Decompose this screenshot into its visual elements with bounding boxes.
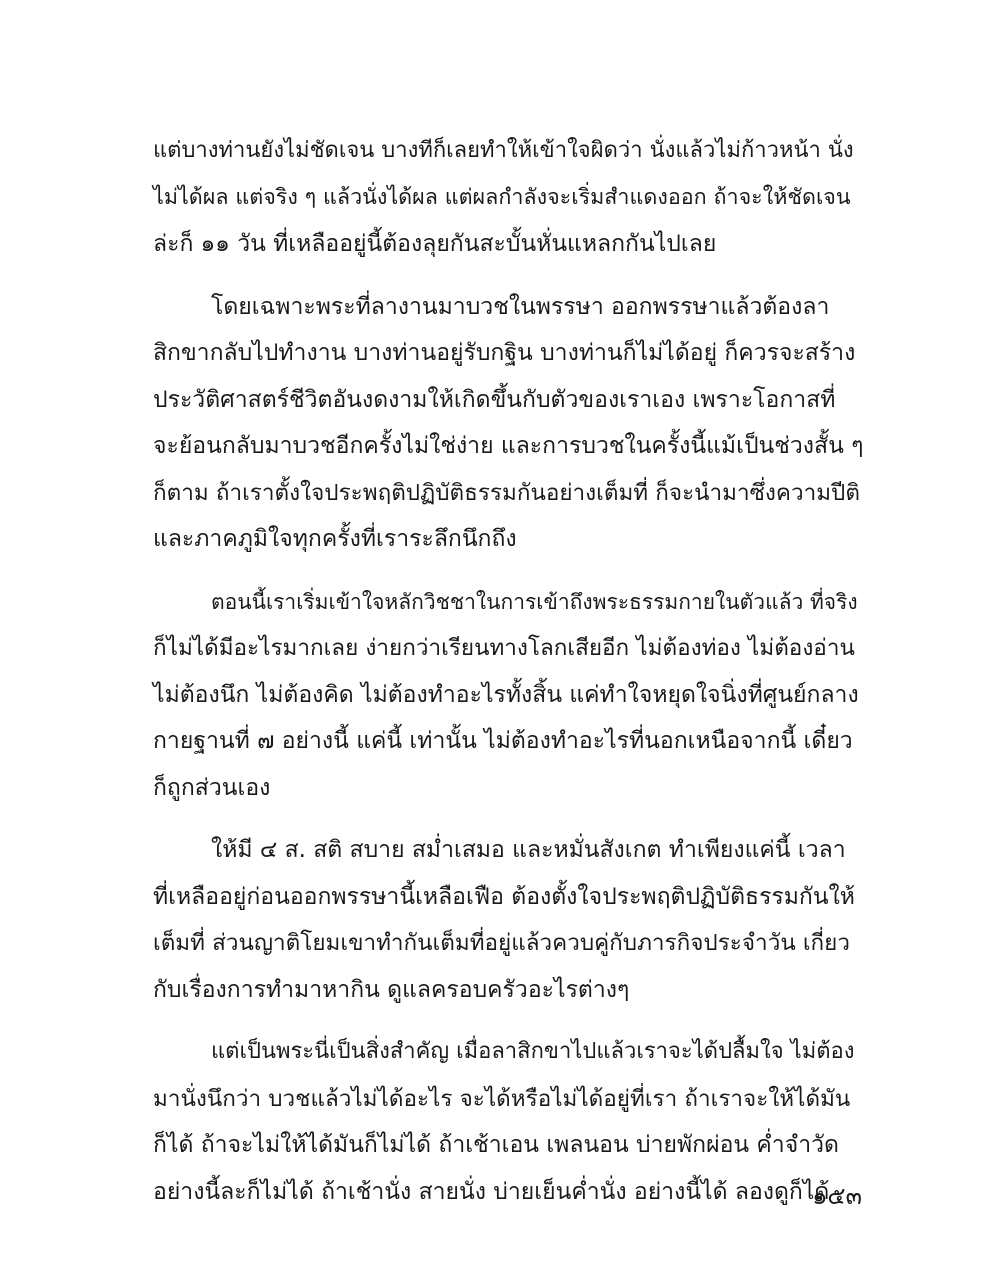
page-body: [153, 128, 863, 1215]
text-line: ที่เหลืออยู่ก่อนออกพรรษานี้เหลือเฟือ ต้องตั้งใจประพฤติปฏิบัติธรรมกันให้: [153, 883, 855, 910]
text-line: สิกขากลับไปทำงาน บางท่านอยู่รับกฐิน บางท่านก็ไม่ได้อยู่ ก็ควรจะสร้าง: [153, 340, 856, 366]
text-line: ไม่ได้ผล แต่จริง ๆ แล้วนั่งได้ผล แต่ผลกำลังจะเริ่มสำแดงออก ถ้าจะให้ชัดเจน: [153, 184, 851, 210]
paragraph-3: [153, 579, 863, 812]
text-line: ให้มี ๔ ส. สติ สบาย สม่ำเสมอ และหมั่นสังเกต ทำเพียงแค่นี้ เวลา: [211, 837, 846, 863]
text-line: โดยเฉพาะพระที่ลางานมาบวชในพรรษา ออกพรรษาแล้วต้องลา: [211, 293, 830, 320]
text-line: และภาคภูมิใจทุกครั้งที่เราระลึกนึกถึง: [153, 526, 517, 552]
text-line: ก็ไม่ได้มีอะไรมากเลย ง่ายกว่าเรียนทางโลกเสียอีก ไม่ต้องท่อง ไม่ต้องอ่าน: [153, 635, 855, 661]
page-number: ๑๕๓: [812, 1182, 862, 1210]
text-line: ล่ะก็ ๑๑ วัน ที่เหลืออยู่นี้ต้องลุยกันสะบั้นหั่นแหลกกันไปเลย: [153, 231, 717, 257]
paragraph-spacer: [153, 1013, 863, 1029]
text-line: เต็มที่ ส่วนญาติโยมเขาทำกันเต็มที่อยู่แล้วควบคู่กับภารกิจประจำวัน เกี่ยว: [153, 930, 850, 956]
text-line: ไม่ต้องนึก ไม่ต้องคิด ไม่ต้องทำอะไรทั้งสิ้น แค่ทำใจหยุดใจนิ่งที่ศูนย์กลาง: [153, 681, 859, 708]
text-line: ก็ถูกส่วนเอง: [153, 774, 271, 801]
text-line: ประวัติศาสตร์ชีวิตอันงดงามให้เกิดขึ้นกับตัวของเราเอง เพราะโอกาสที่: [153, 386, 836, 413]
text-line: แต่เป็นพระนี่เป็นสิ่งสำคัญ เมื่อลาสิกขาไปแล้วเราจะได้ปลื้มใจ ไม่ต้อง: [211, 1039, 855, 1064]
text-line: อย่างนี้ละก็ไม่ได้ ถ้าเช้านั่ง สายนั่ง บ่ายเย็นค่ำนั่ง อย่างนี้ได้ ลองดูก็ได้: [153, 1178, 830, 1205]
paragraph-spacer: [153, 268, 863, 284]
text-line: มานั่งนึกว่า บวชแล้วไม่ได้อะไร จะได้หรือไม่ได้อยู่ที่เรา ถ้าเราจะให้ได้มัน: [153, 1085, 851, 1112]
text-line: ก็ตาม ถ้าเราตั้งใจประพฤติปฏิบัติธรรมกันอย่างเต็มที่ ก็จะนำมาซึ่งความปีติ: [153, 479, 860, 506]
paragraph-5: [153, 1029, 863, 1215]
text-line: กายฐานที่ ๗ อย่างนี้ แค่นี้ เท่านั้น ไม่ต้องทำอะไรที่นอกเหนือจากนี้ เดี๋ยว: [153, 728, 853, 754]
paragraph-4: [153, 827, 863, 1013]
text-line: แต่บางท่านยังไม่ชัดเจน บางทีก็เลยทำให้เข้าใจผิดว่า นั่งแล้วไม่ก้าวหน้า นั่ง: [153, 138, 854, 163]
text-line: กับเรื่องการทำมาหากิน ดูแลครอบครัวอะไรต่างๆ: [153, 976, 630, 1003]
paragraph-2: [153, 284, 863, 563]
paragraph-spacer: [153, 811, 863, 827]
paragraph-spacer: [153, 563, 863, 579]
paragraph-1: [153, 128, 863, 268]
text-line: จะย้อนกลับมาบวชอีกครั้งไม่ใช่ง่าย และการบวชในครั้งนี้แม้เป็นช่วงสั้น ๆ: [153, 433, 864, 459]
text-line: ก็ได้ ถ้าจะไม่ให้ได้มันก็ไม่ได้ ถ้าเช้าเอน เพลนอน บ่ายพักผ่อน ค่ำจำวัด: [153, 1132, 839, 1158]
text-line: ตอนนี้เราเริ่มเข้าใจหลักวิชชาในการเข้าถึงพระธรรมกายในตัวแล้ว ที่จริง: [211, 589, 858, 614]
